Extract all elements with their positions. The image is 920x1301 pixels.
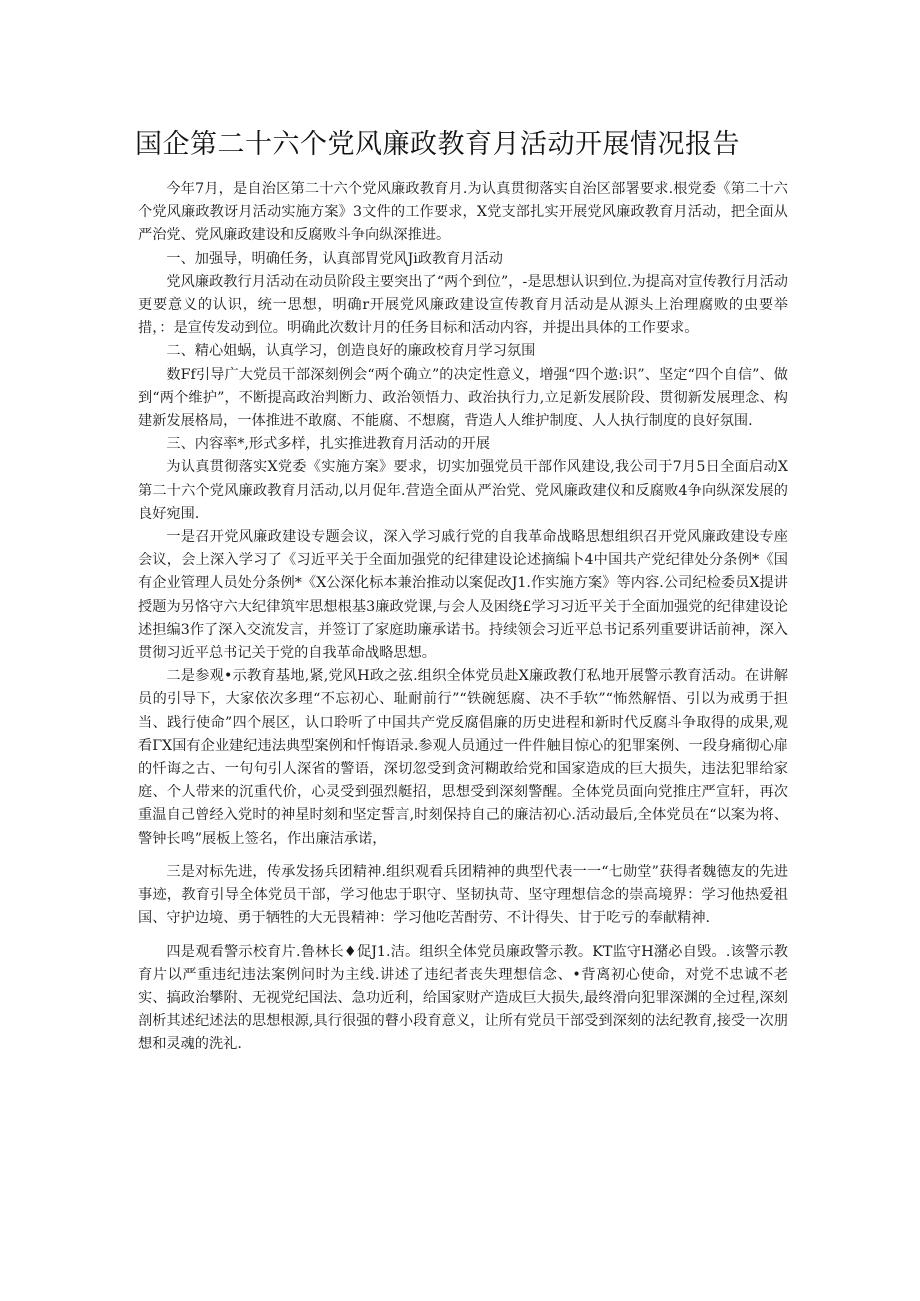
item-1-paragraph: 一是召开党风廉政建设专题会议，深入学习戚行党的自我革命战略思想组织召开党风廉政建设专座会议，会上深入学习了《习近平关于全面加强党的纪律建设论述摘编卜4中国共产党纪律处分条例*《国有企业管理人员处分条例*《X公深化标本兼治推动以案促改J1.作实施方案》等内容.公司纪检委员X提讲授题为另恪守六大纪律筑牢思想根基3廉政党课,与会人及困绕£学习习近平关于全面加强党的纪律建设论述担编3作了深入交流发言，并签订了家庭助廉承诺书。持续领会习近平总书记系列重要讲话前神，深入贯彻习近平总书记关于党的自我革命战略思想。: [138, 529, 788, 662]
section-2-paragraph: 数Ff引导广大党员干部深刻例会“两个确立”的决定性意义，增强“四个遨:识”、坚定“四个自信”、做到“两个维护”，不断提高政治判断力、政治领悟力、政治执行力,立足新发展阶段、贯彻新发展理念、构建新发展格局，一体推进不敢腐、不能腐、不想腐，背造人人维护制度、人人执行制度的良好氛围.: [138, 366, 788, 430]
intro-paragraph: 今年7月，是自治区第二十六个党风廉政教育月.为认真贯彻落实自治区部署要求.根党委《第二十六个党风廉政教讶月活动实施方案》3文件的工作要求，X党支部扎实开展党风廉政教育月活动，把全面从严治党、党风廉政建设和反腐败斗争向纵深推进。: [138, 181, 788, 244]
section-heading-2: 二、精心姐蜗，认真学习，创造良好的廉政校育月学习氛围: [166, 343, 536, 360]
item-4-paragraph: 四是观看警示校育片.鲁林长♦促J1.洁。组织全体党员廉政警示教。KT监守H潴必自毁。.该警示教育片以严重违纪违法案例问时为主线.讲述了违纪者丧失理想信念、•背离初心使命，对党不忠诚不老实、搞政治攀附、无视党纪国法、急功近利，给国家财产造成巨大损失,最终滑向犯罪深渊的全过程,深刻剖析其述纪述法的思想根源,具行很强的瞽小段育意义，让所有党员干部受到深刻的法纪教育,接受一次朋想和灵魂的洗礼.: [138, 943, 788, 1053]
document-body: [138, 178, 788, 1057]
section-heading-3: 三、内容率*,形式多样，扎实推进教育月活动的开展: [166, 436, 491, 453]
section-heading-1: 一、加强导，明确任务，认真部胃党风Ji政教育月活动: [166, 250, 503, 267]
section-1-paragraph: 党风廉政教行月活动在动员阶段主要突出了“两个到位”，-是思想认识到位.为提高对宣传教行月活动更要意义的认识，统一思想，明确r开展党风廉政建设宣传教育月活动是从源头上治理腐败的虫要举措，：是宣传发动到位。明确此次数计月的任务目标和活动内容，并提出具体的工作要求。: [138, 273, 788, 337]
document-title: 国企第二十六个党风廉政教育月活动开展情况报告: [135, 129, 740, 160]
item-3-paragraph: 三是对标先进，传承发扬兵团精神.组织观看兵团精神的典型代表一一“七勋堂”获得者魏德友的先进事迹，教育引导全体党员干部，学习他忠于职守、坚韧执苛、坚守理想信念的崇高境界：学习他热爱祖国、守护边境、勇于牺牲的大无畏精神：学习他吃苦酎劳、不计得失、甘于吃亏的奉献精神.: [138, 863, 788, 927]
section-3-paragraph: 为认真贯彻落实X党委《实施方案》要求，切实加强党员干部作风建设,我公司于7月5日全面启动X第二十六个党风廉政教育月活动,以月促年.营造全面从严治党、党风廉政建仪和反腐败4争向纵深发展的良好宛围.: [138, 459, 788, 522]
item-2-paragraph: 二是参观•示教育基地,紧,党风H政之弦.组织全体党员赴X廉政教仃私地开展警示教育活动。在讲解员的引导下，大家依次多理“不忘初心、耻耐前行”“铁碗惩腐、决不手软”“怖然解悟、引以为戒勇于担当、践行使命”四个展区，认口聆听了中国共产党反腐倡廉的历史进程和新时代反腐斗争取得的成果,观看ΓX国有企业建纪违法典型案例和忏悔语录.参观人员通过一件件触目惊心的犯罪案例、一段身痛彻心扉的忏诲之古、一句句引人深省的警语，深切忽受到贪河糊敢给党和国家造成的巨大损失，违法犯罪给家庭、个人带来的沉重代价，心灵受到强烈艇招，思想受到深刻警醒。全体党员面向党推庄严宣轩，再次重温自己曾经入党时的神星时刻和坚定誓言,时刻保持自己的廉洁初心.活动最后,全体党员在“以案为将、警钟长鸣”展板上签名，作出廉洁承诺，: [138, 668, 788, 847]
